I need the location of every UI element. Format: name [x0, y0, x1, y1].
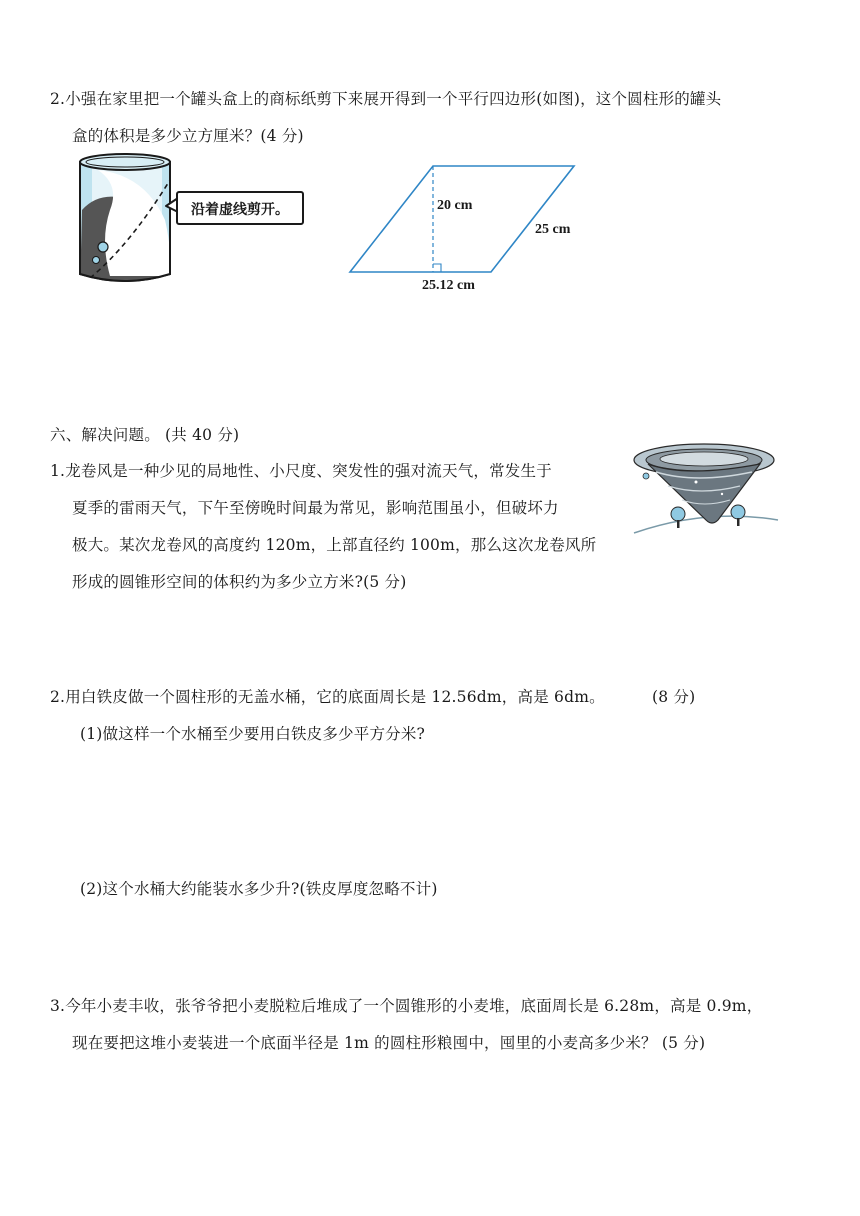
q1-line2: 夏季的雷雨天气，下午至傍晚时间最为常见，影响范围虽小，但破坏力 [72, 499, 559, 517]
tornado-illustration [626, 438, 786, 538]
q1-line4: 形成的圆锥形空间的体积约为多少立方米?(5 分) [72, 573, 407, 591]
q1-line1: 1.龙卷风是一种少见的局地性、小尺度、突发性的强对流天气，常发生于 [50, 462, 552, 480]
can-illustration [70, 150, 182, 292]
side-label: 25 cm [535, 222, 571, 237]
height-label: 20 cm [437, 198, 473, 213]
q3-line1: 3.今年小麦丰收，张爷爷把小麦脱粒后堆成了一个圆锥形的小麦堆，底面周长是 6.28m，高是 0.9m， [50, 997, 763, 1015]
section-6-title: 六、解决问题。 (共 40 分) [50, 426, 240, 444]
cut-instruction-bubble: 沿着虚线剪开。 [176, 191, 304, 225]
q1-line3: 极大。某次龙卷风的高度约 120m，上部直径约 100m，那么这次龙卷风所 [72, 536, 597, 554]
q2-score: (8 分) [652, 688, 696, 706]
problem-2-text-line2: 盒的体积是多少立方厘米？(4 分) [72, 127, 304, 145]
base-label: 25.12 cm [422, 278, 475, 293]
q2-sub1: (1)做这样一个水桶至少要用白铁皮多少平方分米? [80, 725, 426, 743]
parallelogram-diagram [340, 160, 590, 280]
q2-line1: 2.用白铁皮做一个圆柱形的无盖水桶，它的底面周长是 12.56dm，高是 6dm。 [50, 688, 605, 706]
problem-2-text-line1: 2.小强在家里把一个罐头盒上的商标纸剪下来展开得到一个平行四边形(如图)，这个圆柱形的罐头 [50, 90, 722, 108]
q2-sub2: (2)这个水桶大约能装水多少升?(铁皮厚度忽略不计) [80, 880, 438, 898]
q3-line2: 现在要把这堆小麦装进一个底面半径是 1m 的圆柱形粮囤中，囤里的小麦高多少米？ (5 分) [72, 1034, 706, 1052]
